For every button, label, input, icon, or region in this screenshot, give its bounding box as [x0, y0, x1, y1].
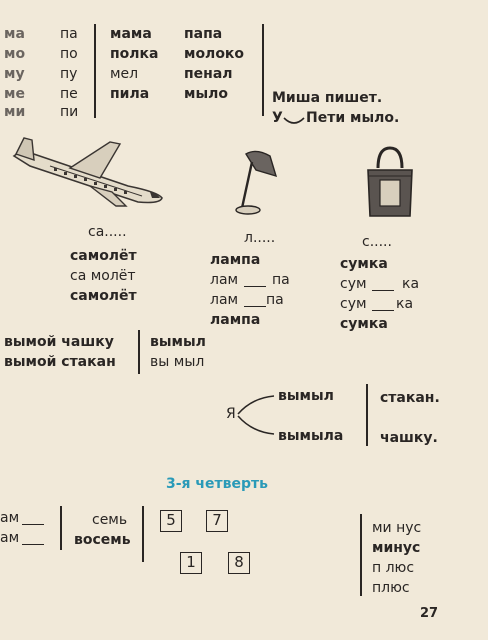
bag-gap-2 [372, 310, 394, 311]
divider-branch [366, 384, 368, 446]
sentence-peti-b: Пети мыло. [306, 110, 400, 126]
plane-prompt: са..... [88, 224, 127, 240]
airplane-icon [10, 130, 168, 212]
page-number: 27 [420, 606, 439, 621]
bag-word-2b: ка [402, 276, 420, 292]
prefix-gap-2 [22, 544, 44, 545]
word-pila: пила [110, 86, 150, 102]
bag-prompt: с..... [362, 234, 392, 250]
syllable-mi: ми [4, 104, 26, 120]
bag-word-3b: ка [396, 296, 414, 312]
word-plus: плюс [372, 580, 410, 596]
branch-pronoun: Я [226, 406, 236, 422]
plane-word-1: самолёт [70, 248, 137, 264]
lamp-word-1: лампа [210, 252, 261, 268]
branch-object-2: чашку. [380, 430, 438, 446]
lamp-gap-1 [244, 286, 266, 287]
word-mama: мама [110, 26, 152, 42]
number-word-sem: семь [92, 512, 128, 528]
lamp-gap-2 [244, 306, 266, 307]
wash-word-1: вымыл [150, 334, 206, 350]
syllable-ma: ма [4, 26, 25, 42]
syllable-pa: па [60, 26, 78, 42]
bag-gap-1 [372, 290, 394, 291]
lamp-word-4: лампа [210, 312, 261, 328]
branch-verb-1: вымыл [278, 388, 334, 404]
word-polka: полка [110, 46, 159, 62]
number-box-1: 1 [180, 552, 202, 574]
word-minus: минус [372, 540, 421, 556]
lamp-word-3a: лам [210, 292, 239, 308]
number-word-vosem: восемь [74, 532, 131, 548]
wash-word-2: вы мыл [150, 354, 205, 370]
syllable-po: по [60, 46, 78, 62]
divider-bottom-1 [60, 506, 62, 550]
prefix-am-2: ам [0, 530, 20, 546]
branch-lines-icon [236, 392, 276, 438]
syllable-mo: мо [4, 46, 26, 62]
lamp-word-2a: лам [210, 272, 239, 288]
lamp-prompt: л..... [244, 230, 276, 246]
section-title: 3-я четверть [166, 476, 268, 492]
divider-bottom-3 [360, 514, 362, 596]
syllable-pi: пи [60, 104, 79, 120]
prefix-am-1: ам [0, 510, 20, 526]
branch-object-1: стакан. [380, 390, 440, 406]
divider-wash [138, 330, 140, 374]
bag-word-4: сумка [340, 316, 388, 332]
bag-word-2a: сум [340, 276, 367, 292]
word-minus-split: ми нус [372, 520, 422, 536]
bag-icon [360, 142, 420, 222]
word-penal: пенал [184, 66, 233, 82]
word-plus-split: п люс [372, 560, 415, 576]
lamp-word-3b: па [266, 292, 284, 308]
divider-bottom-2 [142, 506, 144, 562]
lamp-word-2b: па [272, 272, 290, 288]
plane-word-3: самолёт [70, 288, 137, 304]
word-mylo: мыло [184, 86, 228, 102]
bag-word-3a: сум [340, 296, 367, 312]
syllable-pu: пу [60, 66, 78, 82]
branch-verb-2: вымыла [278, 428, 344, 444]
syllable-pe: пе [60, 86, 78, 102]
syllable-mu: му [4, 66, 25, 82]
plane-word-2: са молёт [70, 268, 136, 284]
sentence-peti-a: У [272, 110, 283, 126]
link-arc-icon [282, 116, 306, 126]
word-papa: папа [184, 26, 223, 42]
divider-top-2 [262, 24, 264, 116]
divider-top-1 [94, 24, 96, 118]
bag-word-1: сумка [340, 256, 388, 272]
word-mel: мел [110, 66, 139, 82]
number-box-7: 7 [206, 510, 228, 532]
lamp-icon [230, 148, 282, 216]
number-box-5: 5 [160, 510, 182, 532]
sentence-misha: Миша пишет. [272, 90, 383, 106]
word-moloko: молоко [184, 46, 245, 62]
wash-phrase-2: вымой стакан [4, 354, 116, 370]
prefix-gap-1 [22, 524, 44, 525]
number-box-8: 8 [228, 552, 250, 574]
wash-phrase-1: вымой чашку [4, 334, 114, 350]
syllable-me: ме [4, 86, 25, 102]
